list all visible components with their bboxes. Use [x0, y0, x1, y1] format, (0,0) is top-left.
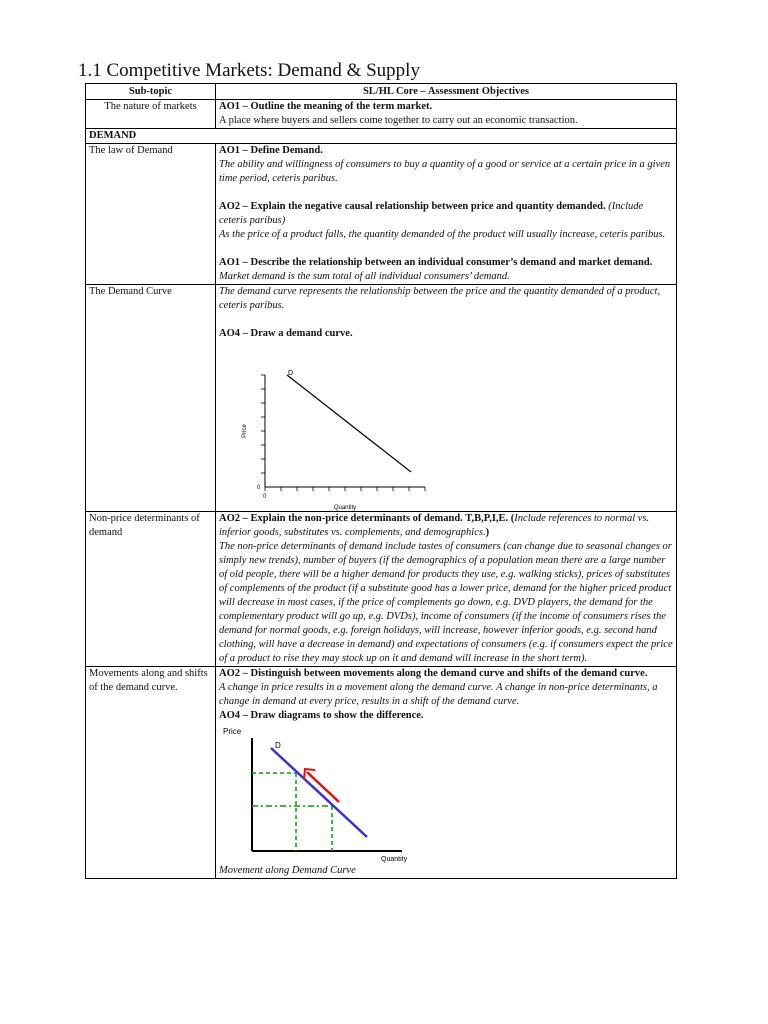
objective-heading: AO1 – Describe the relationship between an individual consumer’s demand and market demand. — [219, 257, 653, 268]
demand-curve-diagram — [235, 345, 485, 511]
objective-text: The demand curve represents the relationship between the price and the quantity demanded of a product, ceteris paribus. — [219, 286, 661, 311]
objective-note: (Include ceteris paribus) — [219, 201, 644, 226]
objective-text: As the price of a product falls, the quantity demanded of the product will usually increase, ceteris paribus. — [219, 229, 666, 240]
subtopic-cell: Non-price determinants of demand — [86, 512, 216, 667]
x-axis-label: Quantity — [333, 505, 357, 511]
x-axis-ticks — [265, 487, 425, 491]
assessment-table — [85, 83, 677, 879]
objective-text: The ability and willingness of consumers to buy a quantity of a good or service at a certain price in a given time period, ceteris paribus. — [219, 159, 671, 184]
y-axis-label: Price — [223, 727, 242, 736]
table-row — [86, 100, 677, 129]
objective-heading: AO4 – Draw a demand curve. — [219, 328, 353, 339]
objective-text: Market demand is the sum total of all individual consumers’ demand. — [219, 271, 510, 282]
section-demand: DEMAND — [86, 129, 677, 144]
objective-cell — [216, 285, 677, 512]
objective-heading: AO1 – Outline the meaning of the term market. — [219, 101, 433, 112]
page-title: 1.1 Competitive Markets: Demand & Supply — [78, 60, 420, 81]
objective-heading — [219, 512, 673, 540]
objective-heading — [219, 200, 673, 228]
origin-y-label: 0 — [257, 485, 261, 491]
table-row — [86, 667, 677, 879]
objective-heading: AO4 – Draw diagrams to show the difference. — [219, 710, 424, 721]
curve-label: D — [288, 370, 294, 377]
subtopic-cell: The Demand Curve — [86, 285, 216, 512]
subtopic-cell: The law of Demand — [86, 144, 216, 285]
objective-heading: AO2 – Distinguish between movements along the demand curve and shifts of the demand curve. — [219, 668, 648, 679]
objective-heading-close: ) — [485, 527, 490, 538]
objective-note: Include references to normal vs. inferior goods, substitutes vs. complements, and demographics. — [219, 513, 650, 538]
objective-text: A place where buyers and sellers come together to carry out an economic transaction. — [219, 115, 578, 126]
header-subtopic: Sub-topic — [86, 84, 216, 100]
objective-heading-text: AO2 – Explain the negative causal relationship between price and quantity demanded. — [219, 201, 606, 212]
table-header-row — [86, 84, 677, 100]
objective-cell — [216, 512, 677, 667]
objective-text: A change in price results in a movement along the demand curve. A change in non-price determinants, a change in demand at every price, results in a shift of the demand curve. — [219, 682, 658, 707]
subtopic-cell: Movements along and shifts of the demand curve. — [86, 667, 216, 879]
table-row — [86, 512, 677, 667]
demand-line — [271, 748, 367, 837]
x-axis-label: Quantity — [381, 856, 408, 863]
objective-text: The non-price determinants of demand include tastes of consumers (can change due to seasonal changes or simply new trends), number of buyers (if the demographics of a population mean there are a large number of old people, there will be a higher demand for products they use, e.g. walking sticks), prices of substitutes of complements of the product (if a substitute good has a lower price, demand for the higher priced product will decrease in most cases, if the price of complements go down, e.g. DVD players, the demand for the complementary product will go up, e.g. DVDs), income of consumers (if the income of consumers rises the demand for normal goods, e.g. foreign holidays, will increase, however inferior goods, e.g. second hand clothing, will have a decrease in demand) and expectations of consumers (e.g. if consumers expect the price of a product to rise they may stock up on it and demand will increase in the short term). — [219, 541, 673, 664]
objective-heading-text: AO2 – Explain the non-price determinants of demand. T,B,P,I,E. ( — [219, 513, 515, 524]
demand-line — [287, 375, 411, 472]
movement-diagram — [219, 724, 419, 864]
table-row — [86, 144, 677, 285]
subtopic-cell: The nature of markets — [86, 100, 216, 129]
objective-cell — [216, 667, 677, 879]
curve-label: D — [275, 741, 281, 750]
y-axis-ticks — [261, 375, 265, 473]
section-row — [86, 129, 677, 144]
origin-x-label: 0 — [263, 494, 267, 500]
y-axis-label: Price — [242, 424, 248, 438]
objective-heading: AO1 – Define Demand. — [219, 145, 323, 156]
objective-cell — [216, 100, 677, 129]
table-row — [86, 285, 677, 512]
objective-cell — [216, 144, 677, 285]
diagram-caption: Movement along Demand Curve — [219, 865, 356, 876]
header-objectives: SL/HL Core – Assessment Objectives — [216, 84, 677, 100]
